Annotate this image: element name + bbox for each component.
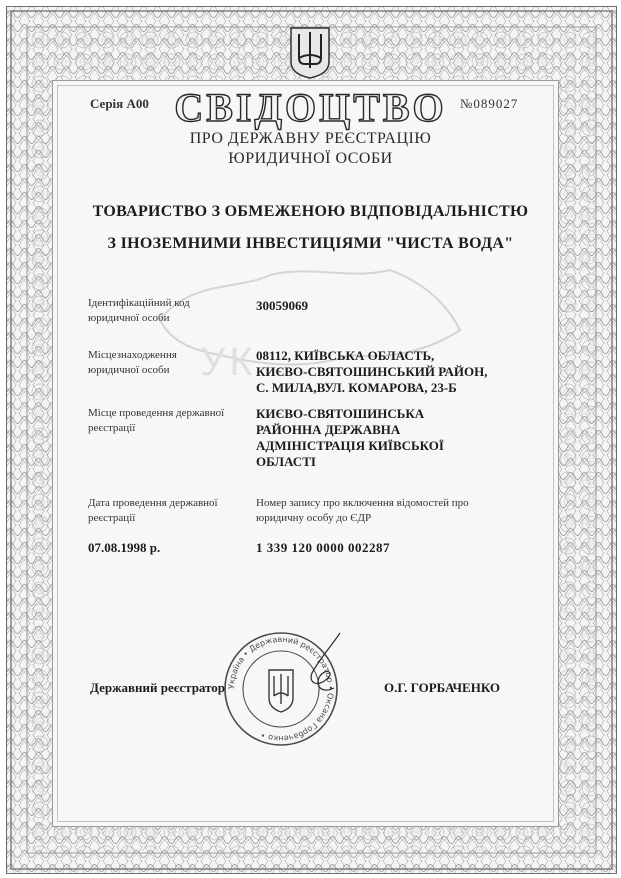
id-code-label: Ідентифікаційний код юридичної особи: [88, 297, 190, 324]
svg-text:Україна • Державний реєстратор: Україна • Державний реєстратор • Оксана Горбаченко •: [226, 634, 336, 744]
id-code-value: 30059069: [256, 298, 308, 313]
watermark-text: УК: [200, 340, 257, 384]
record-number-value: 1 339 120 0000 002287: [256, 540, 390, 555]
subtitle-line-2: ЮРИДИЧНОЇ ОСОБИ: [228, 150, 393, 167]
registration-date-label: Дата проведення державної реєстрації: [88, 497, 218, 524]
record-number-label: Номер запису про включення відомостей про юридичну особу до ЄДР: [256, 497, 469, 524]
registration-place-label: Місце проведення державної реєстрації: [88, 407, 225, 434]
registration-date-value: 07.08.1998 р.: [88, 540, 161, 555]
registration-place-value: КИЄВО-СВЯТОШИНСЬКА РАЙОННА ДЕРЖАВНА АДМІНІСТРАЦІЯ КИЇВСЬКОЇ ОБЛАСТІ: [256, 406, 444, 469]
handwritten-signature: [300, 628, 360, 708]
subtitle-line-1: ПРО ДЕРЖАВНУ РЕЄСТРАЦІЮ: [189, 130, 432, 147]
registrar-label: Державний реєстратор: [90, 680, 226, 695]
series-label: Серія А00: [90, 96, 149, 111]
organization-name-line-1: ТОВАРИСТВО З ОБМЕЖЕНОЮ ВІДПОВІДАЛЬНІСТЮ: [92, 203, 529, 220]
certificate-number: №089027: [460, 96, 519, 111]
signer-name: О.Г. ГОРБАЧЕНКО: [384, 680, 501, 695]
location-label: Місцезнаходження юридичної особи: [88, 349, 177, 376]
location-value: 08112, КИЇВСЬКА ОБЛАСТЬ, КИЄВО-СВЯТОШИНСЬКИЙ РАЙОН, С. МИЛА,ВУЛ. КОМАРОВА, 23-Б: [256, 348, 488, 395]
trident-icon: [287, 24, 333, 80]
document-title: СВІДОЦТВО: [174, 85, 447, 130]
organization-name-line-2: З ІНОЗЕМНИМИ ІНВЕСТИЦІЯМИ "ЧИСТА ВОДА": [107, 235, 514, 252]
